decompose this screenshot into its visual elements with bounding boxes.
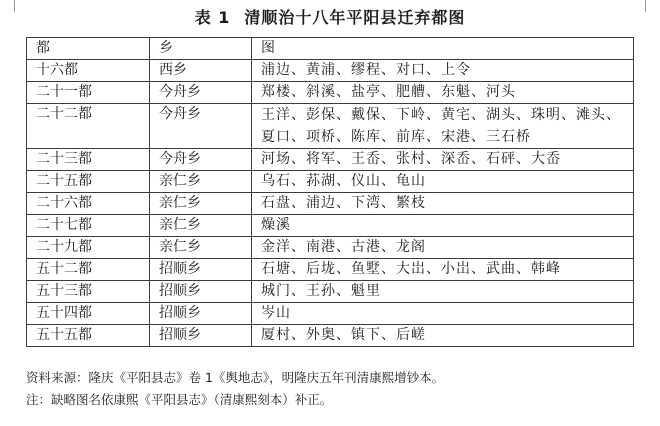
table-title-text: 清顺治十八年平阳县迁弃都图: [244, 8, 466, 27]
table-row: [27, 281, 634, 303]
table-title: [0, 7, 660, 29]
cell-du: 二十九都: [27, 237, 150, 259]
header-tu: 图: [252, 38, 634, 60]
cell-xiang: 招顺乡: [150, 259, 252, 281]
cell-du: 五十三都: [27, 281, 150, 303]
cell-tu: 岑山: [252, 303, 634, 325]
cell-xiang: 招顺乡: [150, 303, 252, 325]
cell-xiang: 亲仁乡: [150, 237, 252, 259]
source-note: 资料来源：隆庆《平阳县志》卷 1《舆地志》，明隆庆五年刊清康熙增钞本。: [26, 370, 445, 385]
table-number: 表 1: [194, 8, 231, 27]
cell-du: 十六都: [27, 60, 150, 82]
cell-xiang: 亲仁乡: [150, 215, 252, 237]
cell-du: 二十五都: [27, 171, 150, 193]
header-du: 都: [27, 38, 150, 60]
table-row: [27, 325, 634, 347]
table-row: [27, 104, 634, 149]
cell-du: 二十六都: [27, 193, 150, 215]
remark-note: 注：缺略图名依康熙《平阳县志》（清康熙刻本）补正。: [26, 392, 333, 407]
cell-tu: 乌石、荪湖、仪山、龟山: [252, 171, 634, 193]
cell-xiang: 亲仁乡: [150, 171, 252, 193]
table-header-row: [27, 38, 634, 60]
cell-tu: 河场、将军、王岙、张村、深岙、石砰、大岙: [252, 149, 634, 171]
cell-xiang: 亲仁乡: [150, 193, 252, 215]
table-row: [27, 303, 634, 325]
table-row: [27, 193, 634, 215]
cell-du: 五十四都: [27, 303, 150, 325]
header-xiang: 乡: [150, 38, 252, 60]
cell-tu: 燥溪: [252, 215, 634, 237]
cell-du: 二十三都: [27, 149, 150, 171]
cell-tu: 郑楼、斜溪、盐亭、肥艚、东魁、河头: [252, 82, 634, 104]
table-row: [27, 171, 634, 193]
cell-du: 五十五都: [27, 325, 150, 347]
table-row: [27, 60, 634, 82]
cell-xiang: 招顺乡: [150, 281, 252, 303]
cell-du: 五十二都: [27, 259, 150, 281]
cell-tu: 城门、王孙、魁里: [252, 281, 634, 303]
cell-tu: 石塘、后垅、鱼墅、大岀、小岀、武曲、韩峰: [252, 259, 634, 281]
table-row: [27, 215, 634, 237]
table-row: [27, 82, 634, 104]
relocation-table: [26, 37, 634, 347]
cell-tu: 浦边、黄浦、缪程、对口、上令: [252, 60, 634, 82]
cell-du: 二十一都: [27, 82, 150, 104]
table-row: [27, 237, 634, 259]
cell-du: 二十二都: [27, 104, 150, 149]
cell-tu: 厦村、外奥、镇下、后嵯: [252, 325, 634, 347]
cell-tu: 金洋、南港、古港、龙阁: [252, 237, 634, 259]
cell-xiang: 招顺乡: [150, 325, 252, 347]
table-row: [27, 149, 634, 171]
cell-xiang: 今舟乡: [150, 104, 252, 149]
cell-xiang: 西乡: [150, 60, 252, 82]
cell-xiang: 今舟乡: [150, 149, 252, 171]
cell-tu: 王洋、彭保、戴保、下岭、黄宅、湖头、珠明、滩头、夏口、项桥、陈库、前库、宋港、三石桥: [252, 104, 634, 149]
cell-du: 二十七都: [27, 215, 150, 237]
cell-tu: 石盘、浦边、下湾、繁枝: [252, 193, 634, 215]
table-row: [27, 259, 634, 281]
cell-xiang: 今舟乡: [150, 82, 252, 104]
